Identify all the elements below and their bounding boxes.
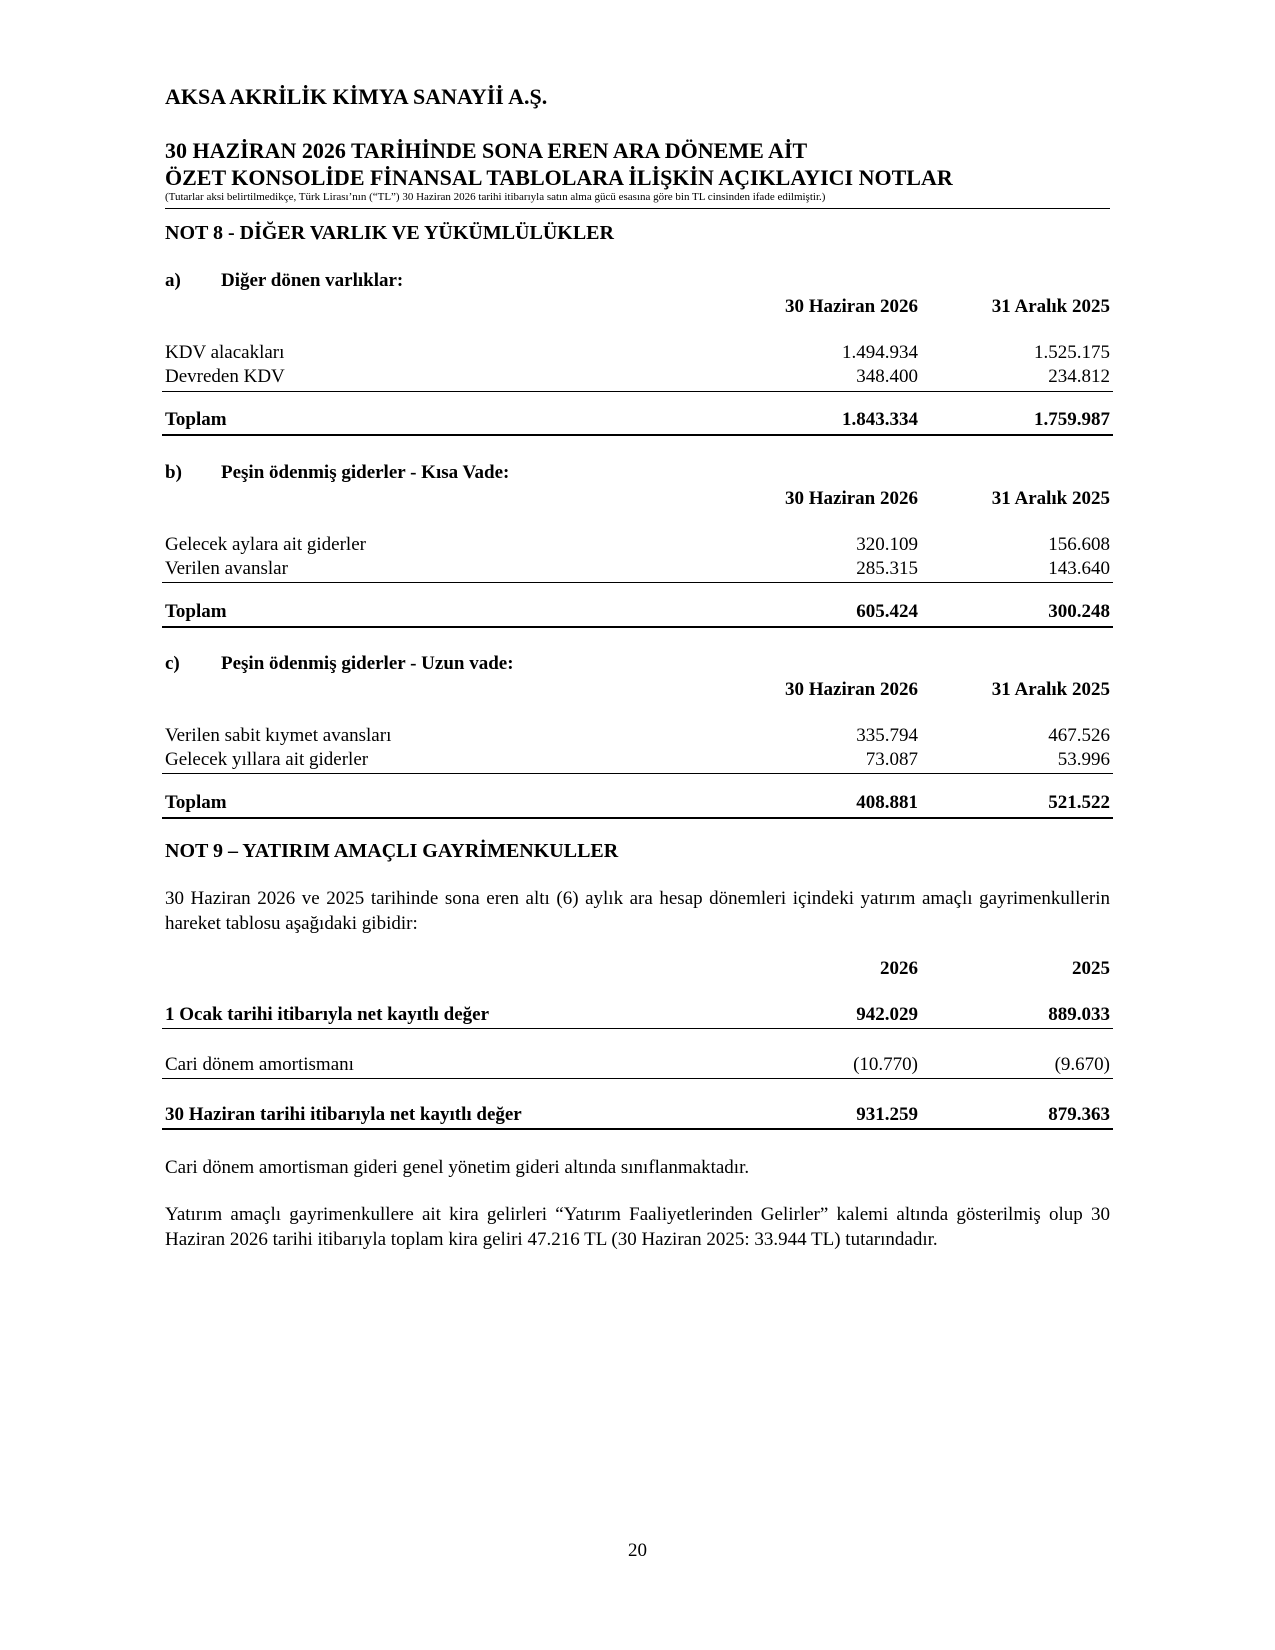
row-value: 1.494.934 — [842, 342, 918, 363]
closing-balance-label: 30 Haziran tarihi itibarıyla net kayıtlı değer — [165, 1104, 522, 1125]
row-value: 156.608 — [1048, 534, 1110, 555]
company-name: AKSA AKRİLİK KİMYA SANAYİİ A.Ş. — [165, 84, 548, 109]
depreciation-note: Cari dönem amortisman gideri genel yönetim gideri altında sınıflanmaktadır. — [165, 1157, 750, 1178]
row-label: Gelecek yıllara ait giderler — [165, 749, 369, 770]
column-header: 2025 — [1072, 958, 1110, 979]
section-title: Peşin ödenmiş giderler - Kısa Vade: — [221, 462, 510, 483]
row-value: 285.315 — [856, 558, 918, 579]
total-divider — [162, 626, 1113, 628]
header-divider — [165, 208, 1110, 209]
row-label: Verilen sabit kıymet avansları — [165, 725, 392, 746]
row-value: 467.526 — [1048, 725, 1110, 746]
section-label: a) — [165, 270, 181, 291]
total-divider — [162, 434, 1113, 436]
row-divider — [162, 1078, 1113, 1079]
column-header: 30 Haziran 2026 — [785, 296, 918, 317]
report-title-line1: 30 HAZİRAN 2026 TARİHİNDE SONA EREN ARA DÖNEME AİT — [165, 138, 808, 163]
page-number: 20 — [628, 1540, 647, 1561]
row-value: 53.996 — [1057, 749, 1110, 770]
note9-heading: NOT 9 – YATIRIM AMAÇLI GAYRİMENKULLER — [165, 840, 619, 862]
total-value: 605.424 — [856, 601, 918, 622]
row-divider — [162, 391, 1113, 392]
closing-balance-value: 931.259 — [856, 1104, 918, 1125]
column-header: 31 Aralık 2025 — [991, 488, 1110, 509]
row-divider — [162, 773, 1113, 774]
column-header: 2026 — [880, 958, 918, 979]
rental-income-note: Yatırım amaçlı gayrimenkullere ait kira gelirleri “Yatırım Faaliyetlerinden Gelirler” kalemi altında gösterilmiş olup 30 Haziran 2026 tarihi itibarıyla toplam kira geliri 47.216 TL (30 Haziran 2025: 33.944 TL) tutarındadır. — [165, 1204, 1110, 1250]
section-label: b) — [165, 462, 182, 483]
section-label: c) — [165, 653, 180, 674]
depreciation-label: Cari dönem amortismanı — [165, 1054, 354, 1075]
column-header: 31 Aralık 2025 — [991, 679, 1110, 700]
column-header: 30 Haziran 2026 — [785, 679, 918, 700]
row-label: Gelecek aylara ait giderler — [165, 534, 366, 555]
row-value: 143.640 — [1048, 558, 1110, 579]
total-divider — [162, 1128, 1113, 1130]
total-label: Toplam — [165, 792, 227, 813]
depreciation-value: (10.770) — [853, 1054, 918, 1075]
opening-balance-value: 889.033 — [1048, 1004, 1110, 1025]
row-value: 348.400 — [856, 366, 918, 387]
depreciation-value: (9.670) — [1054, 1054, 1110, 1075]
total-value: 1.759.987 — [1034, 409, 1110, 430]
note8-heading: NOT 8 - DİĞER VARLIK VE YÜKÜMLÜLÜKLER — [165, 222, 614, 244]
row-value: 234.812 — [1048, 366, 1110, 387]
row-value: 73.087 — [865, 749, 918, 770]
report-title-line2: ÖZET KONSOLİDE FİNANSAL TABLOLARA İLİŞKİN AÇIKLAYICI NOTLAR — [165, 165, 953, 190]
section-title: Peşin ödenmiş giderler - Uzun vade: — [221, 653, 514, 674]
row-label: Devreden KDV — [165, 366, 285, 387]
currency-note: (Tutarlar aksi belirtilmedikçe, Türk Lirası’nın (“TL”) 30 Haziran 2026 tarihi itibarıyla satın alma gücü esasına göre bin TL cinsinden ifade edilmiştir.) — [165, 191, 826, 203]
row-divider — [162, 582, 1113, 583]
total-value: 1.843.334 — [842, 409, 918, 430]
row-label: Verilen avanslar — [165, 558, 288, 579]
total-value: 521.522 — [1048, 792, 1110, 813]
opening-balance-value: 942.029 — [856, 1004, 918, 1025]
section-title: Diğer dönen varlıklar: — [221, 270, 404, 291]
row-label: KDV alacakları — [165, 342, 285, 363]
closing-balance-value: 879.363 — [1048, 1104, 1110, 1125]
row-divider — [162, 1028, 1113, 1029]
column-header: 31 Aralık 2025 — [991, 296, 1110, 317]
total-divider — [162, 817, 1113, 819]
row-value: 335.794 — [856, 725, 918, 746]
total-value: 300.248 — [1048, 601, 1110, 622]
total-label: Toplam — [165, 409, 227, 430]
column-header: 30 Haziran 2026 — [785, 488, 918, 509]
row-value: 320.109 — [856, 534, 918, 555]
note9-intro: 30 Haziran 2026 ve 2025 tarihinde sona eren altı (6) aylık ara hesap dönemleri içindeki yatırım amaçlı gayrimenkullerin hareket tablosu aşağıdaki gibidir: — [165, 888, 1110, 934]
row-value: 1.525.175 — [1034, 342, 1110, 363]
opening-balance-label: 1 Ocak tarihi itibarıyla net kayıtlı değer — [165, 1004, 490, 1025]
total-value: 408.881 — [856, 792, 918, 813]
total-label: Toplam — [165, 601, 227, 622]
